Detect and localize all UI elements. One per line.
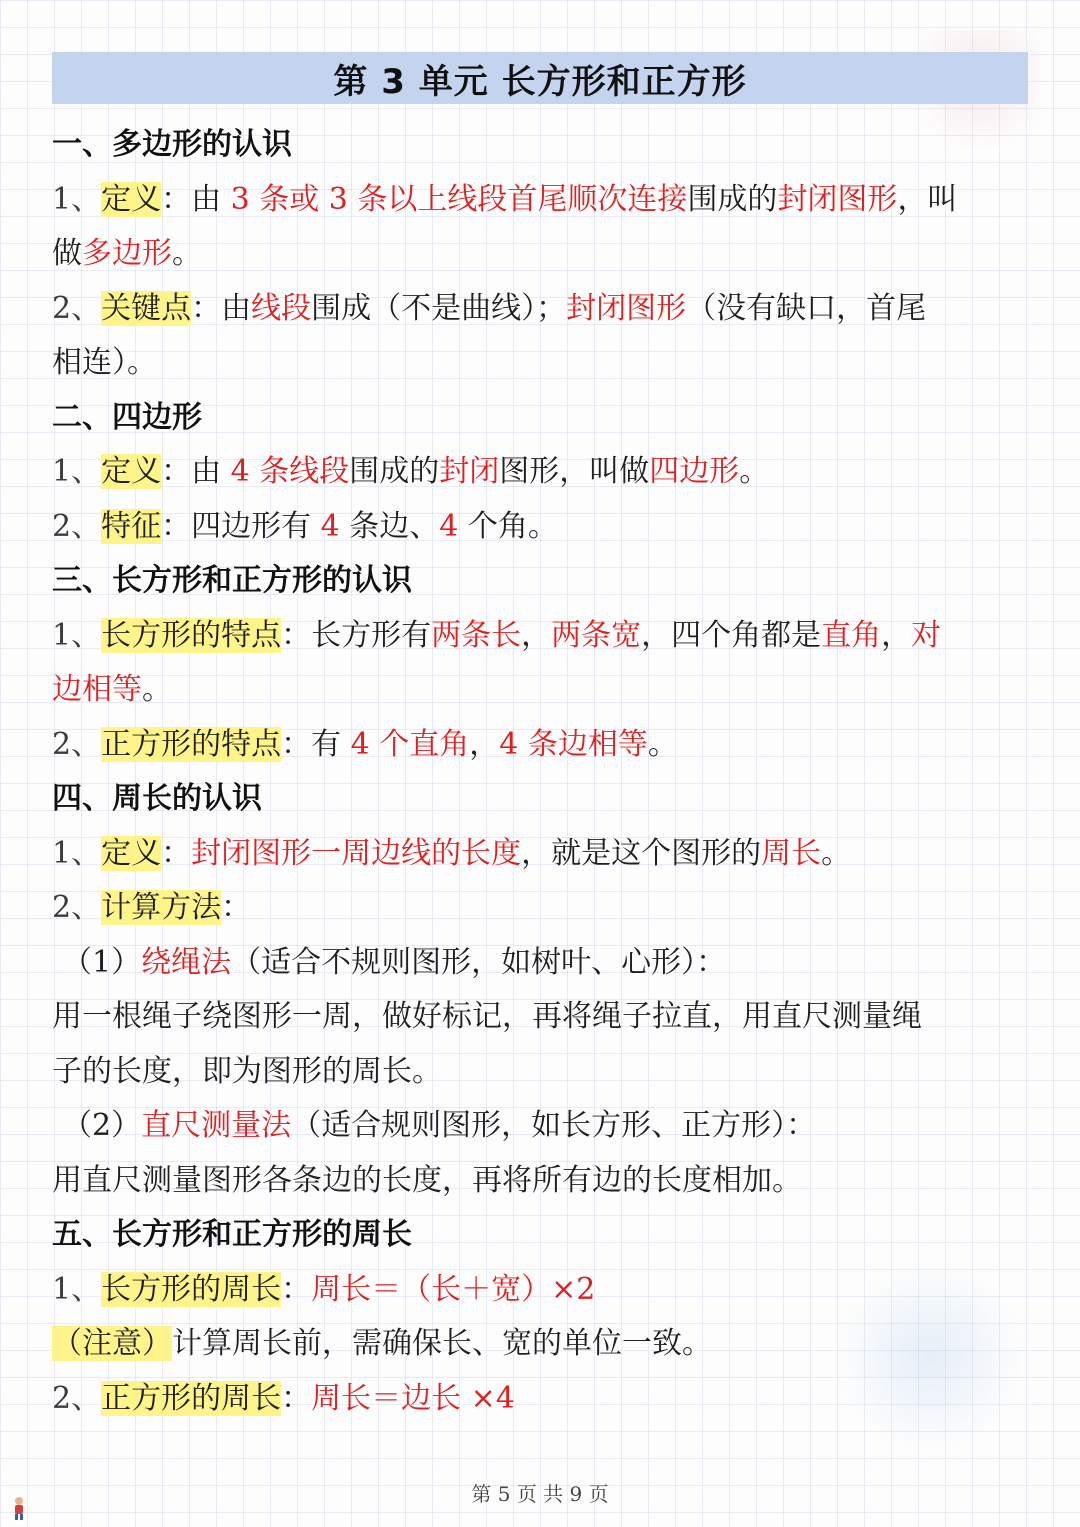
highlight-term: （注意） [52,1326,172,1361]
paragraph: 2、计算方法： [52,890,252,925]
highlight-term: 长方形的周长 [101,1271,282,1307]
section-heading-5: 五、长方形和正方形的周长 [52,1217,412,1252]
highlight-term: 正方形的周长 [101,1380,282,1416]
paragraph: 1、长方形的特点：长方形有两条长，两条宽，四个角都是直角，对 [52,617,942,653]
paragraph: 2、特征：四边形有 4 条边、4 个角。 [52,508,558,544]
character-icon [8,1495,30,1521]
paragraph: 1、长方形的周长：周长＝（长＋宽）×2 [52,1271,596,1307]
highlight-term: 定义 [101,454,162,489]
paragraph: 1、定义：由 4 条线段围成的封闭图形，叫做四边形。 [52,454,770,489]
document-body [52,118,1032,1426]
section-heading-3: 三、长方形和正方形的认识 [52,563,412,598]
highlight-term: 定义 [101,181,162,217]
paragraph-continuation: 边相等。 [52,672,172,707]
highlight-term: 关键点 [101,290,192,326]
section-heading-1: 一、多边形的认识 [52,127,292,162]
highlight-term: 特征 [101,508,162,544]
page-title: 第 3 单元 长方形和正方形 [52,52,1028,104]
method-description: 用一根绳子绕图形一周，做好标记，再将绳子拉直，用直尺测量绳 [52,999,922,1034]
highlight-term: 正方形的特点 [101,726,282,762]
paragraph: 2、正方形的特点：有 4 个直角，4 条边相等。 [52,726,678,762]
highlight-term: 计算方法 [101,890,222,925]
highlight-term: 长方形的特点 [101,617,282,653]
method-item: （1）绕绳法（适合不规则图形，如树叶、心形）： [62,944,727,980]
page-number: 第 5 页 共 9 页 [471,1482,609,1506]
note: （注意）计算周长前，需确保长、宽的单位一致。 [52,1326,712,1361]
method-description: 用直尺测量图形各条边的长度，再将所有边的长度相加。 [52,1162,802,1198]
paragraph: 2、正方形的周长：周长＝边长 ×4 [52,1380,515,1416]
highlight-term: 定义 [101,835,162,871]
section-heading-4: 四、周长的认识 [52,781,262,816]
paragraph: 2、关键点：由线段围成（不是曲线）；封闭图形（没有缺口，首尾 [52,290,927,326]
formula: 周长＝（长＋宽）×2 [311,1271,596,1307]
section-heading-2: 二、四边形 [52,399,202,435]
paragraph-continuation: 做多边形。 [52,236,202,271]
paragraph-continuation: 相连）。 [52,345,157,380]
paragraph: 1、定义：由 3 条或 3 条以上线段首尾顺次连接围成的封闭图形，叫 [52,181,958,217]
method-description: 子的长度，即为图形的周长。 [52,1053,442,1089]
method-item: （2）直尺测量法（适合规则图形，如长方形、正方形）： [62,1108,817,1143]
formula: 周长＝边长 ×4 [311,1380,515,1416]
paragraph: 1、定义：封闭图形一周边线的长度，就是这个图形的周长。 [52,835,852,871]
